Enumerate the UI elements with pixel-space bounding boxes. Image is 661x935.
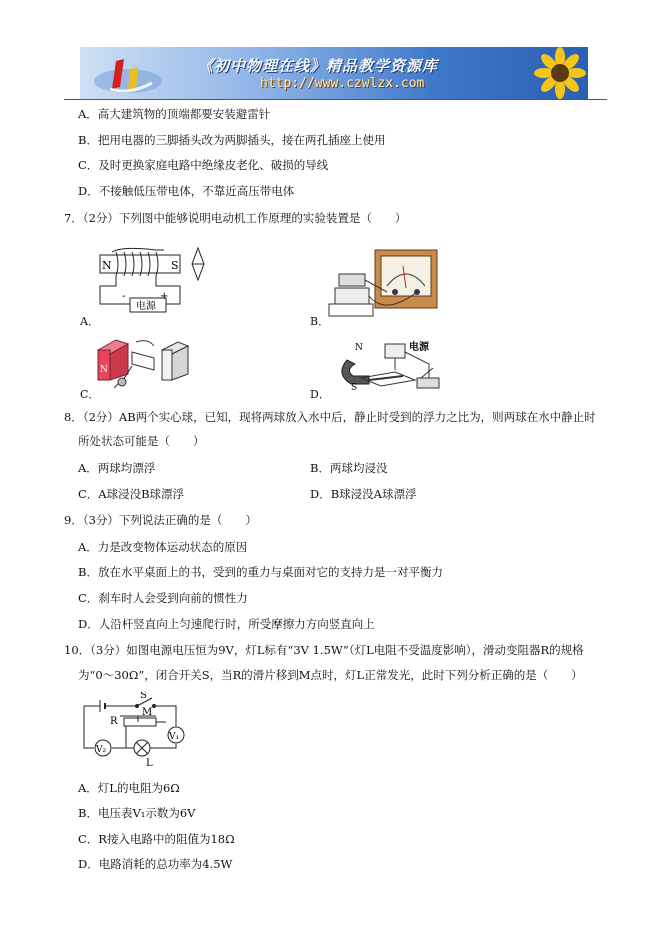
q9-stem: 9．（3分）下列说法正确的是（ ） <box>64 513 257 527</box>
fig-a-minus: - <box>122 291 126 302</box>
q7-label-d: D． <box>310 388 330 401</box>
q9-option-a: A．力是改变物体运动状态的原因 <box>78 540 248 554</box>
q6-option-c: C．及时更换家庭电路中绝缘皮老化、破损的导线 <box>78 158 329 172</box>
sunflower-icon <box>520 47 588 99</box>
fig-a-n: N <box>102 259 112 272</box>
circuit-l-label: L <box>146 758 153 768</box>
q7-figure-c <box>92 336 192 392</box>
q7-label-b: B． <box>310 315 330 328</box>
q7-stem: 7．（2分）下列图中能够说明电动机工作原理的实验装置是（ ） <box>64 211 407 225</box>
header-divider <box>64 99 607 100</box>
q10-circuit-diagram <box>80 692 190 768</box>
fig-a-source: 电源 <box>136 301 156 312</box>
circuit-v1-label: V₁ <box>169 732 180 742</box>
q9-option-c: C．刹车时人会受到向前的惯性力 <box>78 591 248 605</box>
q8-option-a: A．两球均漂浮 <box>78 461 156 475</box>
q8-option-d: D．B球浸没A球漂浮 <box>310 487 417 501</box>
fig-d-source: 电源 <box>409 342 429 353</box>
fig-a-plus: + <box>160 291 169 302</box>
circuit-m-label: M <box>142 707 153 718</box>
fig-c-n: N <box>100 365 108 375</box>
q7-figure-b <box>325 246 443 322</box>
fig-d-n: N <box>355 343 363 353</box>
q9-option-b: B．放在水平桌面上的书，受到的重力与桌面对它的支持力是一对平衡力 <box>78 565 443 579</box>
q8-option-c: C．A球浸没B球漂浮 <box>78 487 185 501</box>
q8-stem-line2: 所处状态可能是（ ） <box>78 434 205 448</box>
q6-option-d: D．不接触低压带电体，不靠近高压带电体 <box>78 184 295 198</box>
banner-url[interactable]: http://www.czwlzx.com <box>260 76 425 91</box>
q10-option-d: D．电路消耗的总功率为4.5W <box>78 857 233 871</box>
q6-option-a: A．高大建筑物的顶端都要安装避雷针 <box>78 107 271 121</box>
fig-d-s: S <box>351 383 358 393</box>
q7-label-a: A． <box>80 315 99 328</box>
q7-figure-a <box>92 242 210 322</box>
q10-stem-line2: 为“0～30Ω”，闭合开关S，当R的滑片移到M点时，灯L正常发光，此时下列分析正确的是（ ） <box>78 668 583 682</box>
q10-option-a: A．灯L的电阻为6Ω <box>78 781 180 795</box>
q10-option-b: B．电压表V₁示数为6V <box>78 806 196 820</box>
q10-stem-line1: 10．（3分）如图电源电压恒为9V，灯L标有“3V 1.5W”（灯L电阻不受温度影响），滑动变阻器R的规格 <box>64 643 584 657</box>
q7-label-c: C． <box>80 388 100 401</box>
q8-stem-line1: 8．（2分）AB两个实心球，已知，现将两球放入水中后，静止时受到的浮力之比为，则两球在水中静止时 <box>64 410 596 424</box>
circuit-r-label: R <box>110 716 118 727</box>
q10-option-c: C．R接入电路中的阻值为18Ω <box>78 832 235 846</box>
logo-icon <box>90 51 170 97</box>
circuit-s-label: S <box>140 692 147 701</box>
fig-a-s: S <box>171 259 179 272</box>
q8-option-b: B．两球均浸没 <box>310 461 388 475</box>
q6-option-b: B．把用电器的三脚插头改为两脚插头，接在两孔插座上使用 <box>78 133 386 147</box>
banner-title: 《初中物理在线》精品教学资源库 <box>198 57 439 75</box>
q7-figure-d <box>325 340 443 398</box>
q9-option-d: D．人沿杆竖直向上匀速爬行时，所受摩擦力方向竖直向上 <box>78 617 375 631</box>
circuit-v2-label: V₂ <box>96 745 107 755</box>
header-banner <box>80 47 588 99</box>
